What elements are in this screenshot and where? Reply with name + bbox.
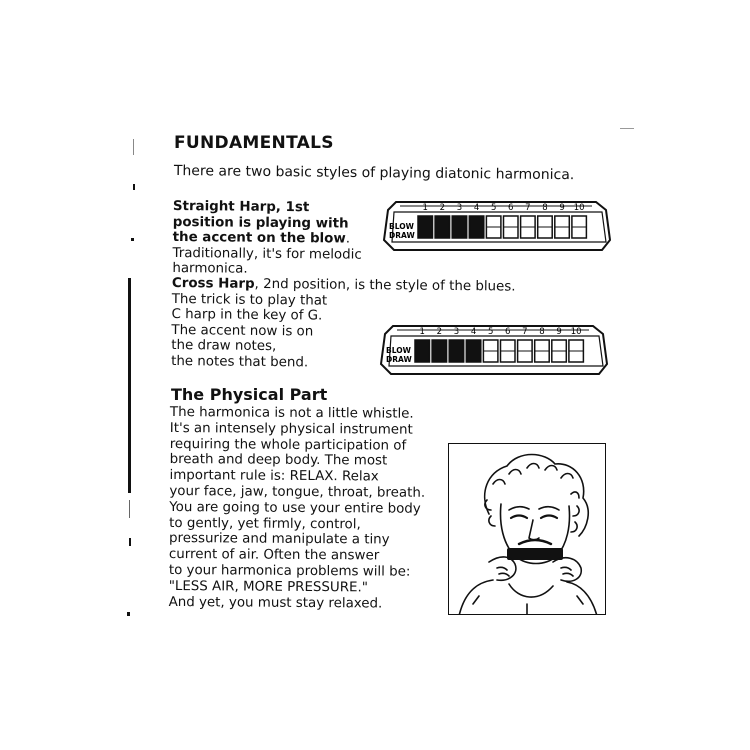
physical-part-line: your face, jaw, tongue, throat, breath.	[169, 483, 426, 501]
margin-mark	[131, 238, 134, 241]
hole-1	[418, 216, 433, 238]
margin-mark	[129, 538, 131, 546]
cross-harp-text: , 2nd position, is the style of the blues.	[254, 276, 516, 295]
cross-harp-line: the notes that bend.	[171, 353, 309, 370]
hole-number: 4	[473, 203, 480, 213]
cross-harp-line: C harp in the key of G.	[171, 306, 323, 324]
harmonica-diagram-cross	[377, 320, 617, 382]
hole-number: 5	[487, 327, 494, 337]
draw-label: DRAW	[386, 355, 412, 364]
hole-number: 5	[490, 203, 497, 213]
physical-part-paragraph	[169, 405, 440, 612]
hole-number: 6	[508, 203, 514, 213]
physical-part-line: The harmonica is not a little whistle.	[169, 405, 414, 422]
margin-mark	[127, 612, 130, 616]
physical-part-line: to gently, yet firmly, control,	[169, 515, 361, 532]
physical-part-line: important rule is: RELAX. Relax	[169, 468, 379, 485]
hole-number: 10	[573, 203, 585, 213]
physical-part-line: requiring the whole participation of	[169, 436, 407, 454]
blow-label: BLOW	[389, 222, 414, 231]
cross-harp-line: The trick is to play that	[171, 291, 328, 309]
physical-part-line: And yet, you must stay relaxed.	[168, 594, 383, 612]
hole-2	[435, 216, 450, 238]
physical-part-line: You are going to use your entire body	[169, 499, 421, 517]
blow-label: BLOW	[386, 346, 411, 355]
player-sketch	[449, 444, 606, 615]
physical-part-line: to your harmonica problems will be:	[168, 562, 411, 580]
hole-2	[432, 340, 447, 362]
hole-number: 3	[453, 327, 460, 337]
hole-1	[415, 340, 430, 362]
physical-part-line: pressurize and manipulate a tiny	[169, 531, 390, 548]
hole-number: 1	[422, 203, 428, 213]
harmonica-shape	[507, 548, 563, 560]
hole-number: 8	[539, 327, 545, 337]
hole-number: 6	[505, 327, 511, 337]
cross-harp-bold: Cross Harp	[171, 276, 255, 292]
hole-number: 7	[522, 327, 528, 337]
hole-number: 2	[439, 203, 446, 213]
straight-harp-rest: . Traditionally, it's for melodic harmonica.	[172, 231, 362, 277]
hole-number: 3	[456, 203, 463, 213]
margin-mark	[128, 278, 131, 493]
hole-number: 1	[419, 327, 425, 337]
hole-number: 7	[525, 203, 531, 213]
straight-harp-bold: Straight Harp, 1st position is playing with the accent on the blow	[172, 199, 349, 247]
harmonica-player-illustration	[448, 443, 606, 615]
cross-harp-line: the draw notes,	[171, 337, 277, 355]
hole-number: 8	[542, 203, 548, 213]
hole-4	[469, 216, 484, 238]
hole-4	[466, 340, 481, 362]
hole-3	[449, 340, 464, 362]
hole-number: 9	[556, 327, 562, 337]
cross-harp-line: The accent now is on	[171, 322, 314, 339]
page-title: FUNDAMENTALS	[174, 133, 334, 153]
hole-number: 10	[570, 327, 582, 337]
margin-mark	[133, 139, 134, 155]
physical-part-title: The Physical Part	[171, 385, 328, 404]
physical-part-line: current of air. Often the answer	[168, 547, 380, 564]
harmonica-diagram-straight	[380, 196, 620, 258]
hole-number: 4	[470, 327, 477, 337]
hole-3	[452, 216, 467, 238]
margin-mark	[620, 128, 634, 129]
physical-part-line: breath and deep body. The most	[169, 452, 388, 469]
draw-label: DRAW	[389, 231, 415, 240]
physical-part-line: It's an intensely physical instrument	[169, 420, 413, 438]
intro-text: There are two basic styles of playing diatonic harmonica.	[173, 163, 575, 184]
physical-part-line: "LESS AIR, MORE PRESSURE."	[168, 578, 368, 596]
hole-number: 2	[436, 327, 443, 337]
margin-mark	[129, 500, 130, 518]
margin-mark	[133, 184, 135, 190]
hole-number: 9	[559, 203, 565, 213]
straight-harp-paragraph	[172, 199, 373, 278]
